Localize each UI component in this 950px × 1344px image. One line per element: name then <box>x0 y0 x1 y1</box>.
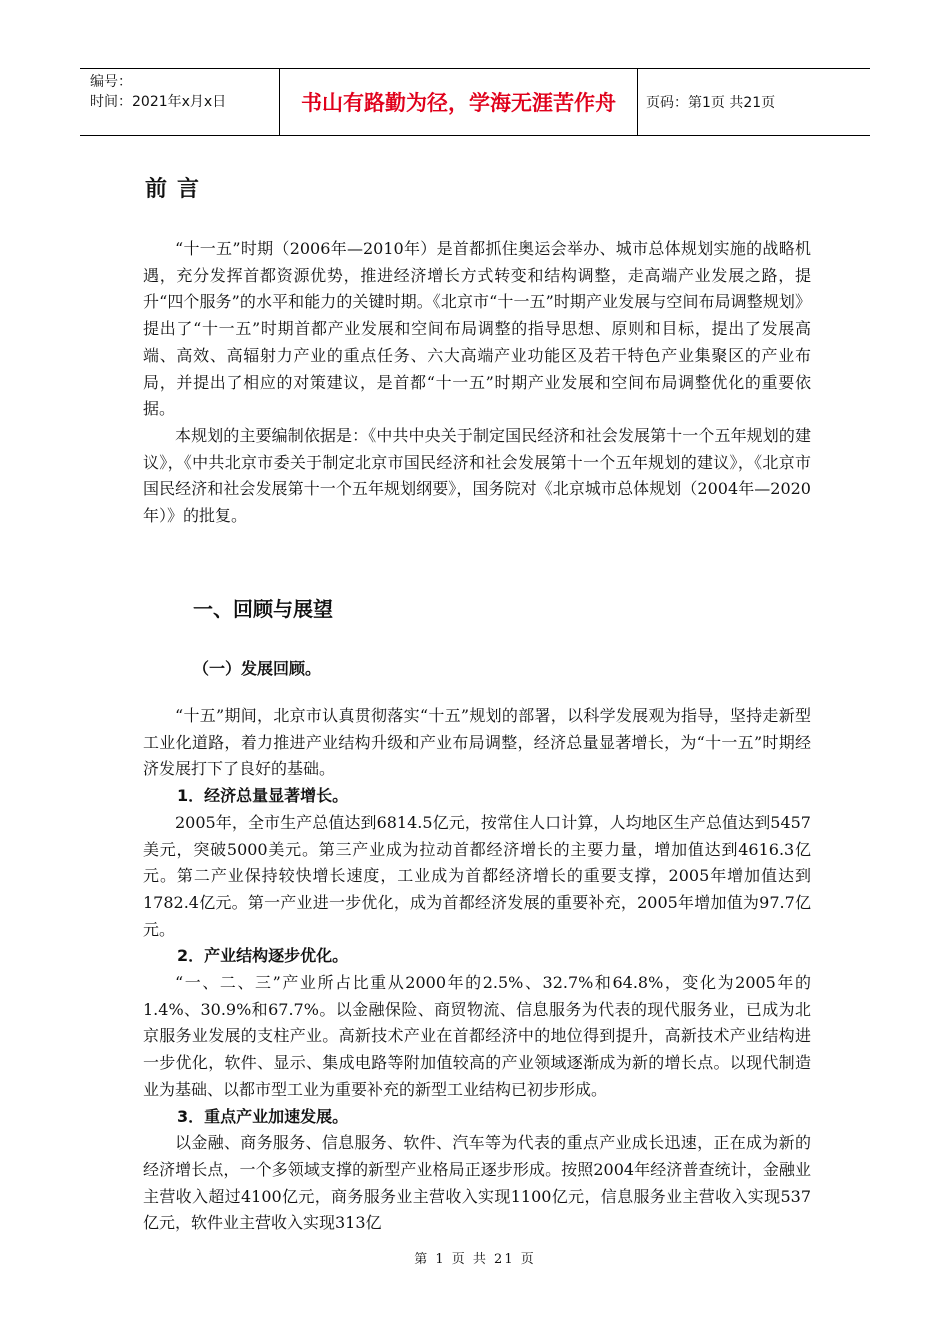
point-heading-3: 3．重点产业加速发展。 <box>177 1106 349 1126</box>
header-page-label: 页码：第1页 共21页 <box>646 95 776 111</box>
preface-paragraph-2: 本规划的主要编制依据是：《中共中央关于制定国民经济和社会发展第十一个五年规划的建议》，《中共北京市委关于制定北京市国民经济和社会发展第十一个五年规划的建议》，《北京市国民经济和社会发展第十一个五年规划纲要》，国务院对《北京城市总体规划（2004年—2020年）》的批复。 <box>143 425 811 526</box>
document-date-label: 时间：2021年x月x日 <box>90 94 227 110</box>
point-paragraph-2: “一、二、三”产业所占比重从2000年的2.5%、32.7%和64.8%，变化为2005年的1.4%、30.9%和67.7%。以金融保险、商贸物流、信息服务为代表的现代服务业，已成为北京服务业发展的支柱产业。高新技术产业在首都经济中的地位得到提升，高新技术产业结构进一步优化，软件、显示、集成电路等附加值较高的产业领域逐渐成为新的增长点。以现代制造业为基础、以都市型工业为重要补充的新型工业结构已初步形成。 <box>143 973 811 1099</box>
section-intro-paragraph: “十五”期间，北京市认真贯彻落实“十五”规划的部署，以科学发展观为指导，坚持走新型工业化道路，着力推进产业结构升级和产业布局调整，经济总量显著增长，为“十一五”时期经济发展打下了良好的基础。 <box>143 706 811 779</box>
subsection-heading-development-review: （一）发展回顾。 <box>193 659 322 678</box>
preface-paragraph-1: “十一五”时期（2006年—2010年）是首都抓住奥运会举办、城市总体规划实施的战略机遇，充分发挥首都资源优势，推进经济增长方式转变和结构调整，走高端产业发展之路，提升“四个服务”的水平和能力的关键时期。《北京市“十一五”时期产业发展与空间布局调整规划》提出了“十一五”时期首都产业发展和空间布局调整的指导思想、原则和目标，提出了发展高端、高效、高辐射力产业的重点任务、六大高端产业功能区及若干特色产业集聚区的产业布局，并提出了相应的对策建议，是首都“十一五”时期产业发展和空间布局调整优化的重要依据。 <box>143 239 811 419</box>
point-paragraph-1: 2005年，全市生产总值达到6814.5亿元，按常住人口计算，人均地区生产总值达到5457美元，突破5000美元。第三产业成为拉动首都经济增长的主要力量，增加值达到4616.3亿元。第二产业保持较快增长速度，工业成为首都经济增长的重要支撑，2005年增加值达到1782.4亿元。第一产业进一步优化，成为首都经济发展的重要补充，2005年增加值为97.7亿元。 <box>143 812 811 939</box>
preface-title: 前言 <box>145 177 210 202</box>
page-footer: 第 1 页 共 21 页 <box>414 1252 536 1267</box>
point-paragraph-3: 以金融、商务服务、信息服务、软件、汽车等为代表的重点产业成长迅速，正在成为新的经济增长点，一个多领域支撑的新型产业格局正逐步形成。按照2004年经济普查统计，金融业主营收入超过4100亿元，商务服务业主营收入实现1100亿元，信息服务业主营收入实现537亿元，软件业主营收入实现313亿 <box>143 1133 811 1233</box>
preface-body <box>143 236 811 530</box>
section-heading-review: 一、回顾与展望 <box>193 597 333 621</box>
point-heading-1: 1．经济总量显著增长。 <box>177 786 349 806</box>
section-body <box>143 703 811 1237</box>
header-motto: 书山有路勤为径，学海无涯苦作舟 <box>280 69 638 135</box>
point-heading-2: 2．产业结构逐步优化。 <box>177 946 349 966</box>
document-number-label: 编号： <box>90 74 132 90</box>
header-meta <box>80 69 280 135</box>
page-header <box>80 68 870 136</box>
